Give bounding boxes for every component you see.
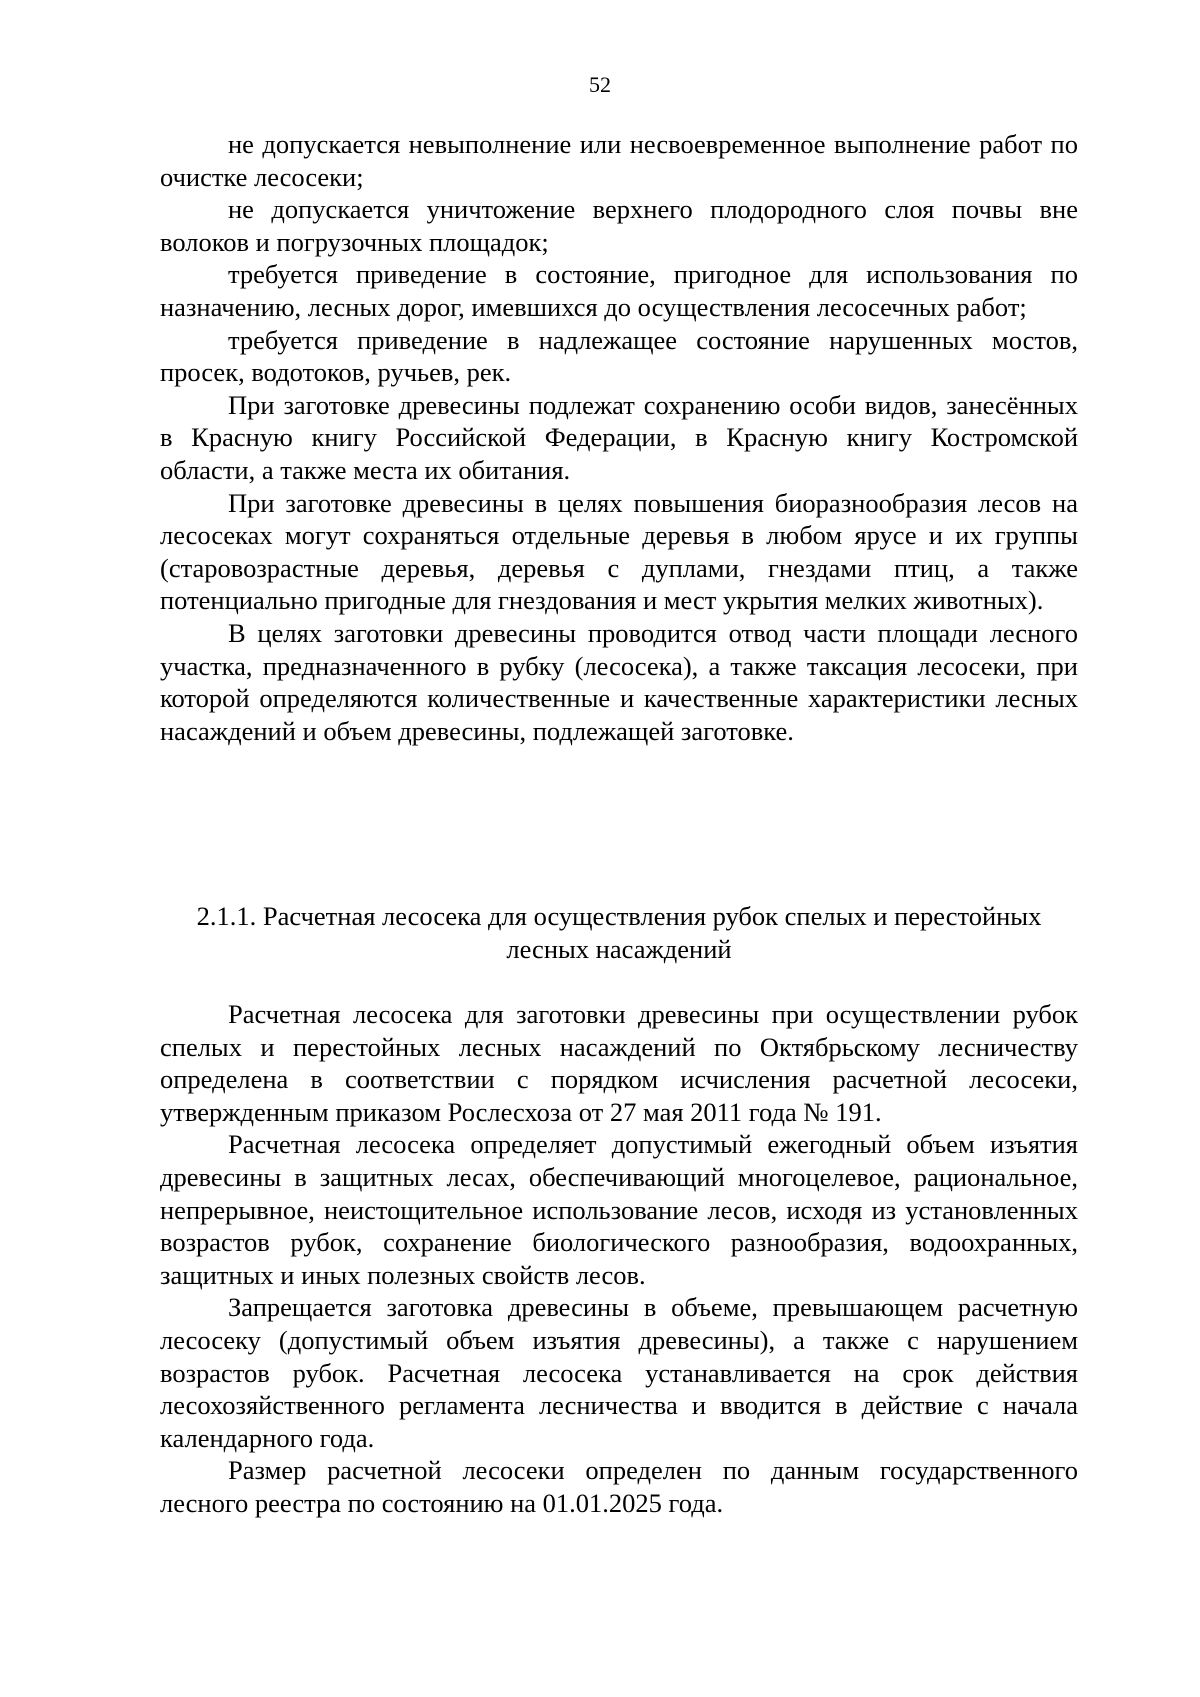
paragraph: При заготовке древесины подлежат сохранению особи видов, занесённых в Красную книгу Российской Федерации, в Красную книгу Костромской области, а также места их обитания. <box>160 389 1078 485</box>
paragraph: требуется приведение в надлежащее состояние нарушенных мостов, просек, водотоков, ручьев, рек. <box>160 324 1078 388</box>
paragraph: Запрещается заготовка древесины в объеме, превышающем расчетную лесосеку (допустимый объем изъятия древесины), а также с нарушением возрастов рубок. Расчетная лесосека устанавливается на срок действия лесохозяйственного регламента лесничества и вводится в действие с начала календарного года. <box>160 1292 1078 1453</box>
paragraph: не допускается невыполнение или несвоевременное выполнение работ по очистке лесосеки; <box>160 129 1078 192</box>
body-text-before-heading <box>160 128 1078 747</box>
body-text-after-heading <box>160 998 1078 1520</box>
paragraph: Расчетная лесосека для заготовки древесины при осуществлении рубок спелых и перестойных лесных насаждений по Октябрьскому лесничеству определена в соответствии с порядком исчисления расчетной лесосеки, утвержденным приказом Рослесхоза от 27 мая 2011 года № 191. <box>160 999 1078 1127</box>
paragraph: Расчетная лесосека определяет допустимый ежегодный объем изъятия древесины в защитных лесах, обеспечивающий многоцелевое, рациональное, непрерывное, неистощительное использование лесов, исходя из установленных возрастов рубок, сохранение биологического разнообразия, водоохранных, защитных и иных полезных свойств лесов. <box>160 1129 1078 1290</box>
section-heading-line: лесных насаждений <box>506 933 732 964</box>
paragraph: Размер расчетной лесосеки определен по данным государственного лесного реестра по состоянию на 01.01.2025 года. <box>160 1455 1078 1518</box>
section-heading <box>140 900 1098 965</box>
paragraph: не допускается уничтожение верхнего плодородного слоя почвы вне волоков и погрузочных площадок; <box>160 194 1078 257</box>
paragraph: При заготовке древесины в целях повышения биоразнообразия лесов на лесосеках могут сохраняться отдельные деревья в любом ярусе и их группы (старовозрастные деревья, деревья с дуплами, гнездами птиц, а также потенциально пригодные для гнездования и мест укрытия мелких животных). <box>160 487 1078 616</box>
section-heading-line: 2.1.1. Расчетная лесосека для осуществления рубок спелых и перестойных <box>196 901 1042 931</box>
paragraph: В целях заготовки древесины проводится отвод части площади лесного участка, предназначенного в рубку (лесосека), а также таксация лесосеки, при которой определяются количественные и качественные характеристики лесных насаждений и объем древесины, подлежащей заготовке. <box>160 617 1078 746</box>
page-number: 52 <box>589 72 611 97</box>
paragraph: требуется приведение в состояние, пригодное для использования по назначению, лесных дорог, имевшихся до осуществления лесосечных работ; <box>160 259 1078 322</box>
